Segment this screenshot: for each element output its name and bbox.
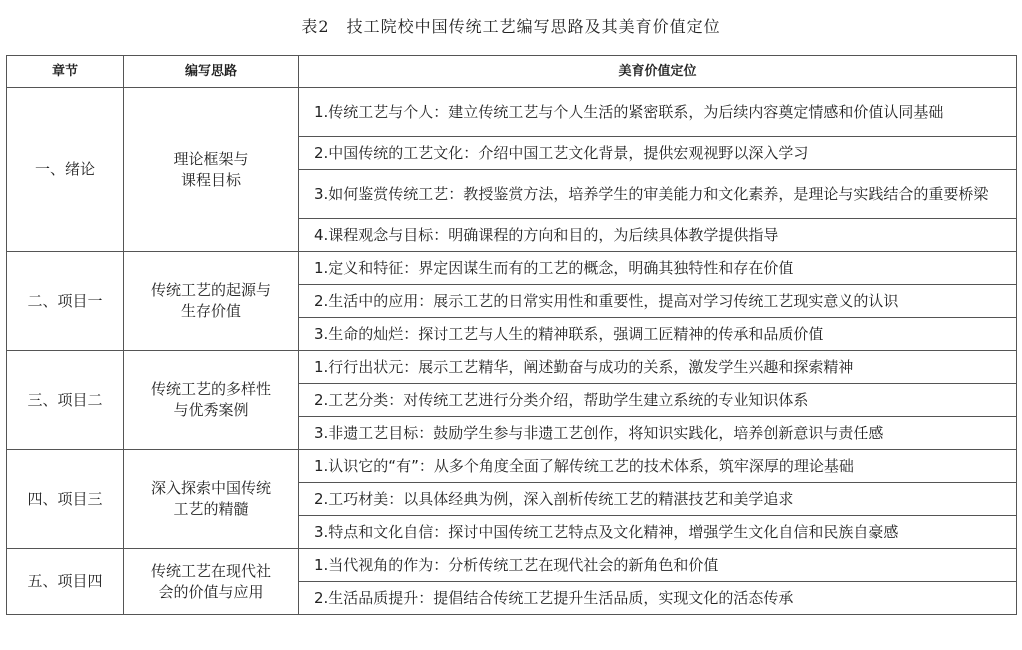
table-row [7,549,1017,582]
value-cell: 1.定义和特征：界定因谋生而有的工艺的概念，明确其独特性和存在价值 [299,252,1017,285]
header-value: 美育价值定位 [299,56,1017,88]
table-row [7,252,1017,285]
idea-line: 传统工艺的起源与 [150,281,271,299]
chapter-cell: 一、绪论 [7,88,124,252]
value-cell: 3.非遗工艺目标：鼓励学生参与非遗工艺创作，将知识实践化，培养创新意识与责任感 [299,417,1017,450]
idea-cell [124,549,299,615]
table-caption: 表2 技工院校中国传统工艺编写思路及其美育价值定位 [301,17,721,36]
idea-line: 理论框架与 [173,149,249,168]
idea-line: 传统工艺的多样性 [150,380,271,398]
chapter-cell: 二、项目一 [7,252,124,351]
value-cell: 1.认识它的“有”：从多个角度全面了解传统工艺的技术体系，筑牢深厚的理论基础 [299,450,1017,483]
value-cell: 1.当代视角的作为：分析传统工艺在现代社会的新角色和价值 [299,549,1017,582]
value-cell: 3.特点和文化自信：探讨中国传统工艺特点及文化精神，增强学生文化自信和民族自豪感 [299,516,1017,549]
value-cell: 2.中国传统的工艺文化：介绍中国工艺文化背景，提供宏观视野以深入学习 [299,137,1017,170]
value-cell: 1.传统工艺与个人：建立传统工艺与个人生活的紧密联系，为后续内容奠定情感和价值认同基础 [299,88,1017,137]
idea-cell [124,252,299,351]
idea-line: 课程目标 [180,170,241,189]
table-row [7,450,1017,483]
education-value-table [6,55,1017,615]
table-row [7,351,1017,384]
idea-cell [124,351,299,450]
value-cell: 3.生命的灿烂：探讨工艺与人生的精神联系，强调工匠精神的传承和品质价值 [299,318,1017,351]
value-cell: 1.行行出状元：展示工艺精华，阐述勤奋与成功的关系，激发学生兴趣和探索精神 [299,351,1017,384]
chapter-cell: 五、项目四 [7,549,124,615]
idea-line: 工艺的精髓 [173,500,249,518]
value-cell: 3.如何鉴赏传统工艺：教授鉴赏方法，培养学生的审美能力和文化素养，是理论与实践结合的重要桥梁 [299,170,1017,219]
chapter-cell: 三、项目二 [7,351,124,450]
value-cell: 2.工艺分类：对传统工艺进行分类介绍，帮助学生建立系统的专业知识体系 [299,384,1017,417]
header-idea: 编写思路 [124,56,299,88]
idea-cell [124,88,299,252]
value-cell: 2.工巧材美：以具体经典为例，深入剖析传统工艺的精湛技艺和美学追求 [299,483,1017,516]
header-chapter: 章节 [7,56,124,88]
idea-line: 生存价值 [180,302,241,320]
value-cell: 2.生活品质提升：提倡结合传统工艺提升生活品质，实现文化的活态传承 [299,582,1017,615]
idea-line: 会的价值与应用 [158,582,264,601]
chapter-cell: 四、项目三 [7,450,124,549]
header-row [7,56,1017,88]
idea-cell [124,450,299,549]
table-row [7,88,1017,137]
idea-line: 与优秀案例 [173,401,249,419]
idea-line: 深入探索中国传统 [150,479,271,497]
idea-line: 传统工艺在现代社 [150,561,271,580]
value-cell: 4.课程观念与目标：明确课程的方向和目的，为后续具体教学提供指导 [299,219,1017,252]
value-cell: 2.生活中的应用：展示工艺的日常实用性和重要性，提高对学习传统工艺现实意义的认识 [299,285,1017,318]
